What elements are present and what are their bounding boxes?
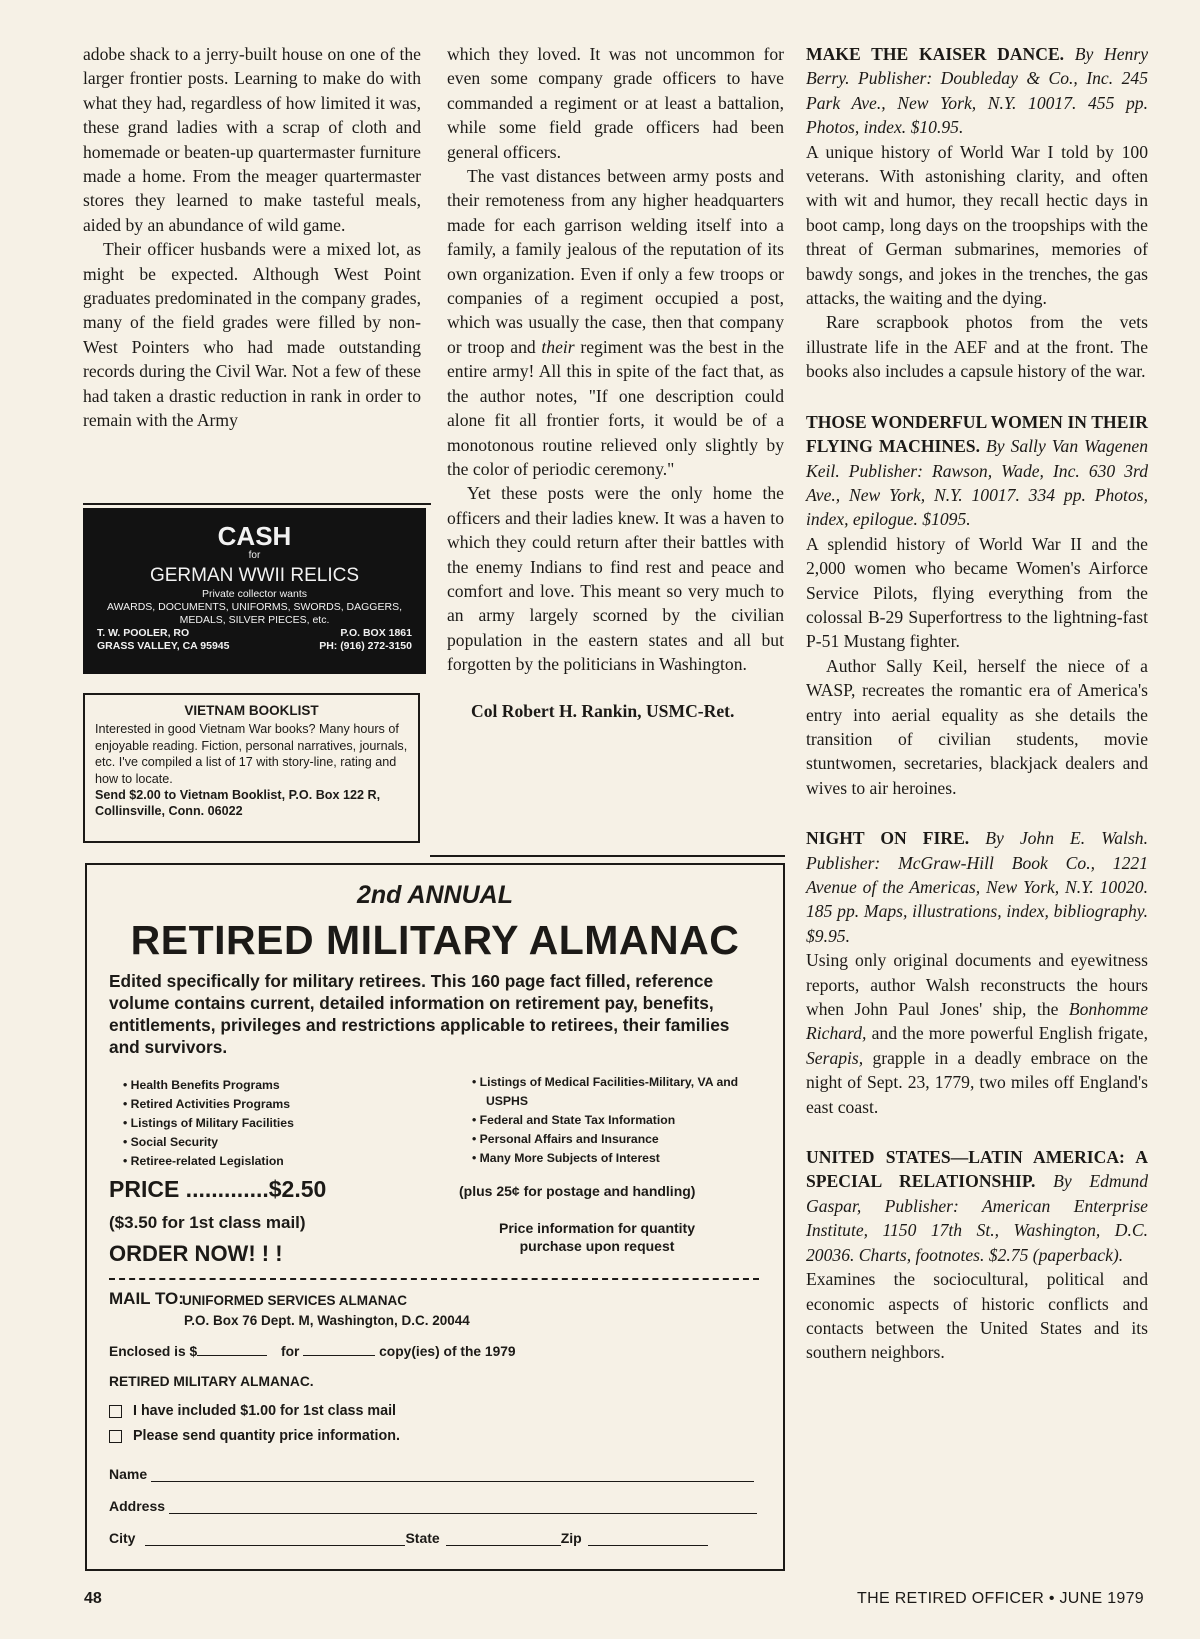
copies-blank[interactable] xyxy=(303,1343,375,1356)
quantity-line-2: purchase upon request xyxy=(519,1238,675,1254)
middle-paragraph-2 xyxy=(447,164,784,481)
review-meta: By Sally Van Wagenen Keil. Publisher: Rawson, Wade, Inc. 630 3rd Ave., New York, N.Y. 10017. 334 pp. Photos, index, epilogue. $1095. xyxy=(806,436,1148,530)
cash-tagline: Private collector wants xyxy=(201,588,308,600)
list-item: • Retired Activities Programs xyxy=(123,1095,294,1114)
address-field[interactable] xyxy=(109,1498,757,1514)
cash-headline: CASH xyxy=(217,521,292,551)
name-line[interactable] xyxy=(151,1469,754,1482)
name-label: Name xyxy=(109,1466,148,1482)
ship-name: Bonhomme Richard, xyxy=(806,999,1148,1044)
enclosed-line xyxy=(109,1343,516,1359)
address-line[interactable] xyxy=(169,1501,757,1514)
almanac-title: RETIRED MILITARY ALMANAC xyxy=(130,917,740,963)
list-item: • Many More Subjects of Interest xyxy=(472,1149,738,1168)
name-field[interactable] xyxy=(109,1466,754,1482)
almanac-first-class: ($3.50 for 1st class mail) xyxy=(109,1213,306,1232)
vietnam-title: VIETNAM BOOKLIST xyxy=(184,703,319,718)
review-header xyxy=(806,410,1148,532)
review-paragraph xyxy=(806,948,1148,1119)
review-flying-machines xyxy=(806,410,1148,801)
review-header xyxy=(806,42,1148,140)
list-item: • Federal and State Tax Information xyxy=(472,1111,738,1130)
quantity-line-1: Price information for quantity xyxy=(498,1220,695,1236)
review-paragraph: Rare scrapbook photos from the vets illustrate life in the AEF and at the front. The books also includes a capsule history of the war. xyxy=(806,312,1148,382)
almanac-price: PRICE .............$2.50 xyxy=(109,1176,327,1202)
review-meta: By Henry Berry. Publisher: Doubleday & Co., Inc. 245 Park Ave., New York, N.Y. 10017. 455 pp. Photos, index. $10.95. xyxy=(806,44,1148,138)
state-label: State xyxy=(405,1530,440,1546)
review-title: THOSE WONDERFUL WOMEN IN THEIR FLYING MACHINES. xyxy=(806,411,1148,457)
left-paragraph-1: adobe shack to a jerry-built house on one of the larger frontier posts. Learning to make do with what they had, regardless of how limited it was, these grand ladies with a scrap of cloth and homemade or beaten-up quartermaster furniture made a home. From the meager quartermaster stores they learned to make tasteful meals, aided by an abundance of wild game. xyxy=(83,44,421,235)
ship-name: Serapis, xyxy=(806,1047,864,1068)
middle-p2-post: regiment was the best in the entire army! All this in spite of the fact that, as the author notes, "If one description could alone fit all frontier forts, it would be of a monotonous routine relieved only slightly by the color of periodic ceremony." xyxy=(447,336,784,479)
address-label: Address xyxy=(109,1498,166,1514)
review-meta: By John E. Walsh. Publisher: McGraw-Hill Book Co., 1221 Avenue of the Americas, New York, N.Y. 10020. 185 pp. Maps, illustrations, index, bibliography. $9.95. xyxy=(806,828,1148,946)
cash-name: T. W. POOLER, RO xyxy=(97,627,190,639)
mail-to-label: MAIL TO: xyxy=(109,1289,184,1308)
cash-relics-ad xyxy=(83,508,426,674)
almanac-order-now: ORDER NOW! ! ! xyxy=(109,1241,283,1266)
checkbox-label-first-class: I have included $1.00 for 1st class mail xyxy=(133,1403,397,1419)
almanac-quantity-info xyxy=(427,1219,767,1255)
review-title: NIGHT ON FIRE. xyxy=(806,828,970,849)
article-signature: Col Robert H. Rankin, USMC-Ret. xyxy=(471,700,735,721)
left-paragraph-2: Their officer husbands were a mixed lot, as might be expected. Although West Point graduates predominated in the company grades, many of the field grades were filled by non-West Pointers who had made outstanding records during the Civil War. Not a few of these had taken a drastic reduction in rank in order to remain with the Army xyxy=(83,239,421,431)
cash-contact-row-2 xyxy=(83,640,426,653)
coupon-cut-line xyxy=(109,1278,759,1280)
list-item: • Listings of Military Facilities xyxy=(123,1114,294,1133)
city-state-zip-field[interactable] xyxy=(109,1530,708,1546)
text-run: grapple in a deadly embrace on the night of Sept. 23, 1779, two miles off England's east coast. xyxy=(806,1047,1148,1117)
city-label: City xyxy=(109,1530,136,1546)
review-night-on-fire xyxy=(806,826,1148,1119)
middle-p2-em: their xyxy=(541,336,575,357)
cash-box: P.O. BOX 1861 xyxy=(340,627,412,639)
mail-address-line-2: P.O. Box 76 Dept. M, Washington, D.C. 20044 xyxy=(184,1313,470,1328)
almanac-name-line: RETIRED MILITARY ALMANAC. xyxy=(109,1374,314,1389)
checkbox-first-class[interactable] xyxy=(109,1405,122,1418)
review-paragraph: A splendid history of World War II and the 2,000 women who became Women's Airforce Service Pilots, flying everything from the colossal B-29 Superfortress to the lightning-fast P-51 Mustang fighter. xyxy=(806,533,1148,652)
city-line[interactable] xyxy=(145,1533,405,1546)
almanac-postage: (plus 25¢ for postage and handling) xyxy=(459,1183,696,1199)
almanac-edition: 2nd ANNUAL xyxy=(356,881,513,909)
almanac-intro: Edited specifically for military retirees. This 160 page fact filled, reference volume contains current, detailed information on retirement pay, benefits, entitlements, privileges and restrictions applicable to retirees, their families and survivors. xyxy=(109,971,730,1057)
middle-paragraph-3: Yet these posts were the only home the officers and their ladies knew. It was a haven to which they could return after their battles with the enemy Indians to find rest and peace and comfort and love. This meant so very much to an army largely scorned by the civilian population in the eastern states and all but forgotten by the politicians in Washington. xyxy=(447,483,784,675)
list-item: • Personal Affairs and Insurance xyxy=(472,1130,738,1149)
vietnam-send: Send $2.00 to Vietnam Booklist, P.O. Box 122 R, Collinsville, Conn. 06022 xyxy=(95,788,381,819)
review-paragraph: A unique history of World War I told by 100 veterans. With astonishing clarity, and often with wit and humor, they recall hectic days in boot camp, long days on the troopships with the threat of German submarines, memories of bawdy songs, and jokes in the trenches, the gas attacks, the waiting and the dying. xyxy=(806,141,1148,309)
list-item: • Retiree-related Legislation xyxy=(123,1152,294,1171)
enclosed-label: Enclosed is $ xyxy=(109,1344,198,1359)
cash-city: GRASS VALLEY, CA 95945 xyxy=(97,640,230,652)
almanac-ad xyxy=(85,863,785,1571)
list-item: • Listings of Medical Facilities-Military, VA and xyxy=(472,1073,738,1092)
vietnam-booklist-ad xyxy=(83,693,420,843)
quantity-checkbox-row[interactable] xyxy=(109,1428,400,1444)
vietnam-body: Interested in good Vietnam War books? Many hours of enjoyable reading. Fiction, personal narratives, journals, etc. I've compiled a list of 17 with story-line, rating and how to locate. xyxy=(95,722,408,786)
first-class-checkbox-row[interactable] xyxy=(109,1403,396,1419)
state-line[interactable] xyxy=(446,1533,561,1546)
cash-subject: GERMAN WWII RELICS xyxy=(149,565,359,586)
text-run: Using only original documents and eyewitness reports, author Walsh reconstructs the hours when John Paul Jones' ship, the xyxy=(806,950,1148,1020)
middle-paragraph-1: which they loved. It was not uncommon for even some company grade officers to have commanded a regiment or at least a battalion, while some field grade officers had been general officers. xyxy=(447,44,784,162)
list-item: USPHS xyxy=(486,1094,528,1108)
checkbox-label-quantity: Please send quantity price information. xyxy=(133,1428,400,1444)
list-item: • Health Benefits Programs xyxy=(123,1076,294,1095)
cash-contact-row-1 xyxy=(83,627,426,640)
review-header xyxy=(806,826,1148,948)
enclosed-for: for xyxy=(281,1344,300,1359)
mail-address-line-1: UNIFORMED SERVICES ALMANAC xyxy=(182,1293,408,1308)
page-number: 48 xyxy=(84,1590,102,1607)
review-paragraph: Author Sally Keil, herself the niece of a WASP, recreates the romantic era of America's entry into aerial equality as she details the transition of civilian students, movie stuntwomen, secretaries, blackjack dealers and wives to air heroines. xyxy=(806,655,1148,798)
middle-column xyxy=(447,42,784,723)
review-title: MAKE THE KAISER DANCE. xyxy=(806,44,1065,64)
zip-line[interactable] xyxy=(588,1533,708,1546)
enclosed-copies-text: copy(ies) of the 1979 xyxy=(379,1344,516,1359)
left-column xyxy=(83,42,421,433)
list-item: • Social Security xyxy=(123,1133,294,1152)
ad-top-rule xyxy=(83,503,431,505)
review-title: UNITED STATES—LATIN AMERICA: A SPECIAL RELATIONSHIP. xyxy=(806,1147,1148,1192)
almanac-bullets-right xyxy=(472,1073,738,1168)
review-header xyxy=(806,1145,1148,1267)
mail-address xyxy=(182,1291,470,1331)
middle-p2-pre: The vast distances between army posts and their remoteness from any higher headquarters made for each garrison welding itself into a family, a family jealous of the reputation of its own organization. Even if only a few troops or companies of a regiment occupied a post, which was usually the case, then that company or troop and xyxy=(447,166,784,357)
cash-items: AWARDS, DOCUMENTS, UNIFORMS, SWORDS, DAGGERS, MEDALS, SILVER PIECES, etc. xyxy=(107,601,402,626)
publication-line: THE RETIRED OFFICER • JUNE 1979 xyxy=(857,1590,1144,1607)
almanac-top-rule xyxy=(430,855,785,857)
zip-label: Zip xyxy=(560,1530,582,1546)
review-latin-america xyxy=(806,1145,1148,1365)
text-run: and the more powerful English frigate, xyxy=(866,1023,1148,1044)
cash-for: for xyxy=(248,550,261,561)
amount-blank[interactable] xyxy=(197,1343,267,1356)
review-paragraph: Examines the sociocultural, political and economic aspects of historic conflicts and contacts between the United States and its southern neighbors. xyxy=(806,1269,1148,1363)
checkbox-quantity[interactable] xyxy=(109,1430,122,1443)
review-meta: By Edmund Gaspar, Publisher: American Enterprise Institute, 1150 17th St., Washington, D.C. 20036. Charts, footnotes. $2.75 (paperback). xyxy=(806,1171,1148,1265)
almanac-bullets-left xyxy=(123,1076,294,1171)
review-kaiser xyxy=(806,42,1148,384)
cash-phone: PH: (916) 272-3150 xyxy=(319,640,412,652)
right-column xyxy=(806,42,1148,1391)
